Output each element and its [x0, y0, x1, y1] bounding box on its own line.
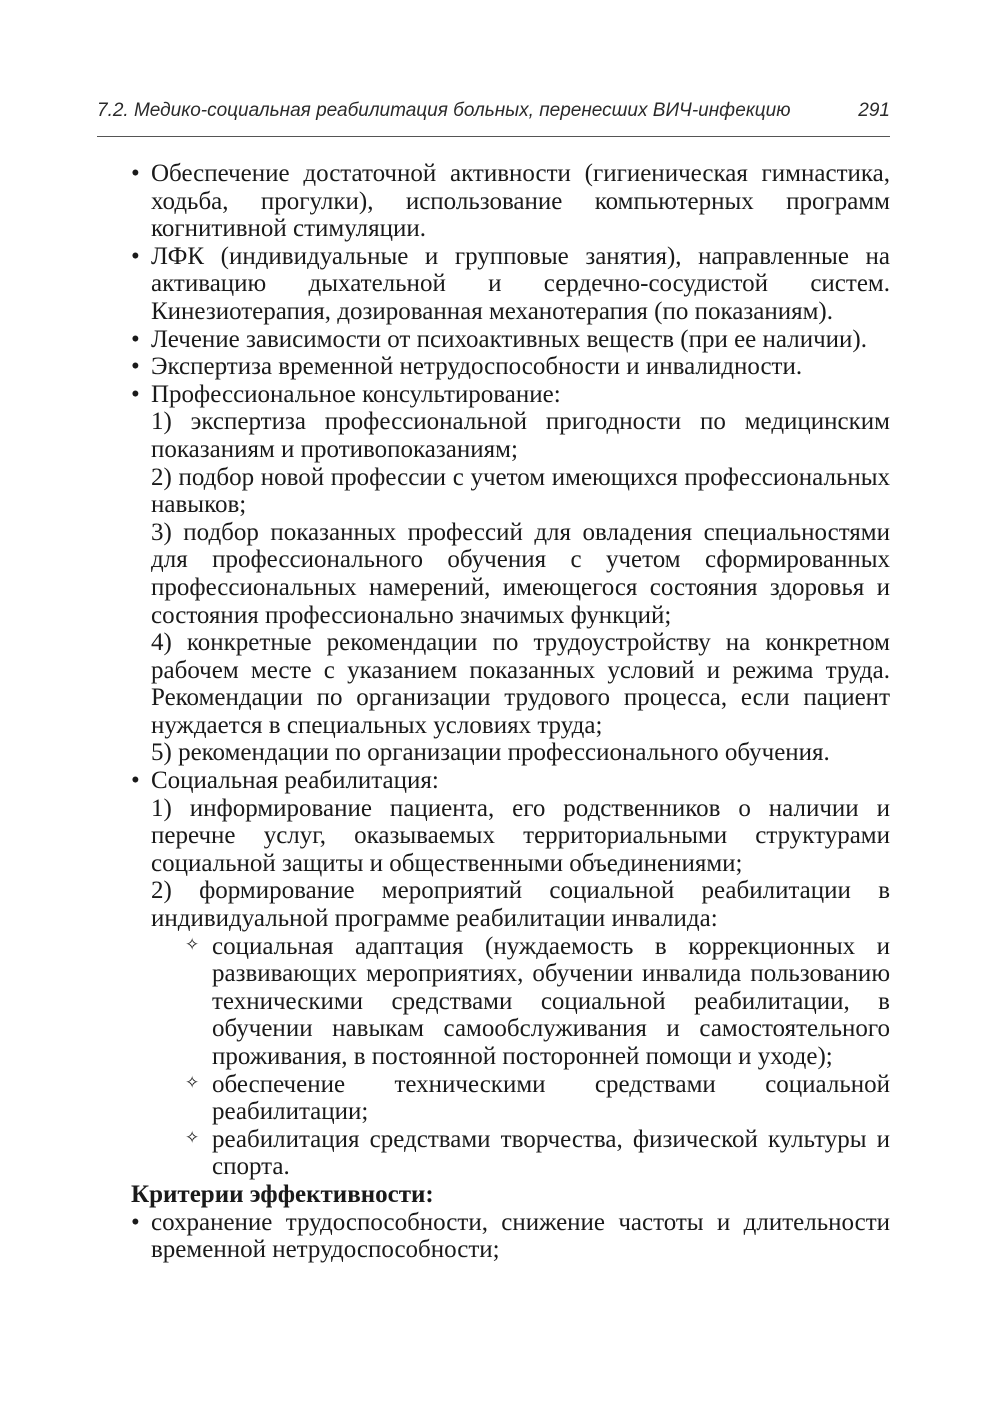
- bullet-item: • Лечение зависимости от психоактивных веществ (при ее наличии).: [131, 326, 890, 354]
- numbered-subitem: 2) формирование мероприятий социальной реабилитации в индивидуальной программе реабилитации инвалида:: [151, 877, 890, 933]
- header-rule: [97, 136, 890, 137]
- numbered-subitem: 1) экспертиза профессиональной пригодности по медицинским показаниям и противопоказаниям;: [151, 408, 890, 463]
- bullet-item: • Экспертиза временной нетрудоспособности и инвалидности.: [131, 353, 890, 381]
- diamond-subitem: ✧ обеспечение техническими средствами социальной реабилитации;: [131, 1071, 890, 1126]
- running-header: [97, 100, 890, 122]
- numbered-subitem: 1) информирование пациента, его родственников о наличии и перечне услуг, оказываемых территориальными структурами социальной защиты и общественными объединениями;: [151, 794, 890, 877]
- numbered-subitem: 5) рекомендации по организации профессионального обучения.: [151, 739, 830, 767]
- bullet-item: • сохранение трудоспособности, снижение частоты и длительности временной нетрудоспособности;: [131, 1209, 890, 1264]
- page-body: [131, 160, 890, 1264]
- section-heading: Критерии эффективности:: [131, 1180, 434, 1208]
- numbered-subitem: 3) подбор показанных профессий для овладения специальностями для профессионального обучения с учетом сформированных профессиональных намерений, имеющегося состояния здоровья и состояния профессионально значимых функций;: [151, 518, 890, 629]
- running-header-title: 7.2. Медико-социальная реабилитация больных, перенесших ВИЧ-инфекцию: [97, 100, 791, 121]
- bullet-item: • Социальная реабилитация:: [131, 767, 890, 795]
- page-number: 291: [858, 100, 890, 121]
- bullet-item: • Обеспечение достаточной активности (гигиеническая гимнастика, ходьба, прогулки), использование компьютерных программ когнитивной стимуляции.: [131, 160, 890, 243]
- numbered-subitem: 4) конкретные рекомендации по трудоустройству на конкретном рабочем месте с указанием показанных условий и режима труда. Рекомендации по организации трудового процесса, если пациент нуждается в специальных условиях труда;: [151, 629, 890, 739]
- numbered-subitem: 2) подбор новой профессии с учетом имеющихся профессиональных навыков;: [151, 463, 890, 519]
- bullet-item: • Профессиональное консультирование:: [131, 381, 890, 409]
- diamond-subitem: ✧ социальная адаптация (нуждаемость в коррекционных и развивающих мероприятиях, обучении инвалида пользованию техническими средствами социальной реабилитации, в обучении навыкам самообслуживания и самостоятельного проживания, в постоянной посторонней помощи и уходе);: [131, 933, 890, 1071]
- diamond-subitem: ✧ реабилитация средствами творчества, физической культуры и спорта.: [131, 1126, 890, 1181]
- bullet-item: • ЛФК (индивидуальные и групповые занятия), направленные на активацию дыхательной и сердечно-сосудистой систем. Кинезиотерапия, дозированная механотерапия (по показаниям).: [131, 243, 890, 326]
